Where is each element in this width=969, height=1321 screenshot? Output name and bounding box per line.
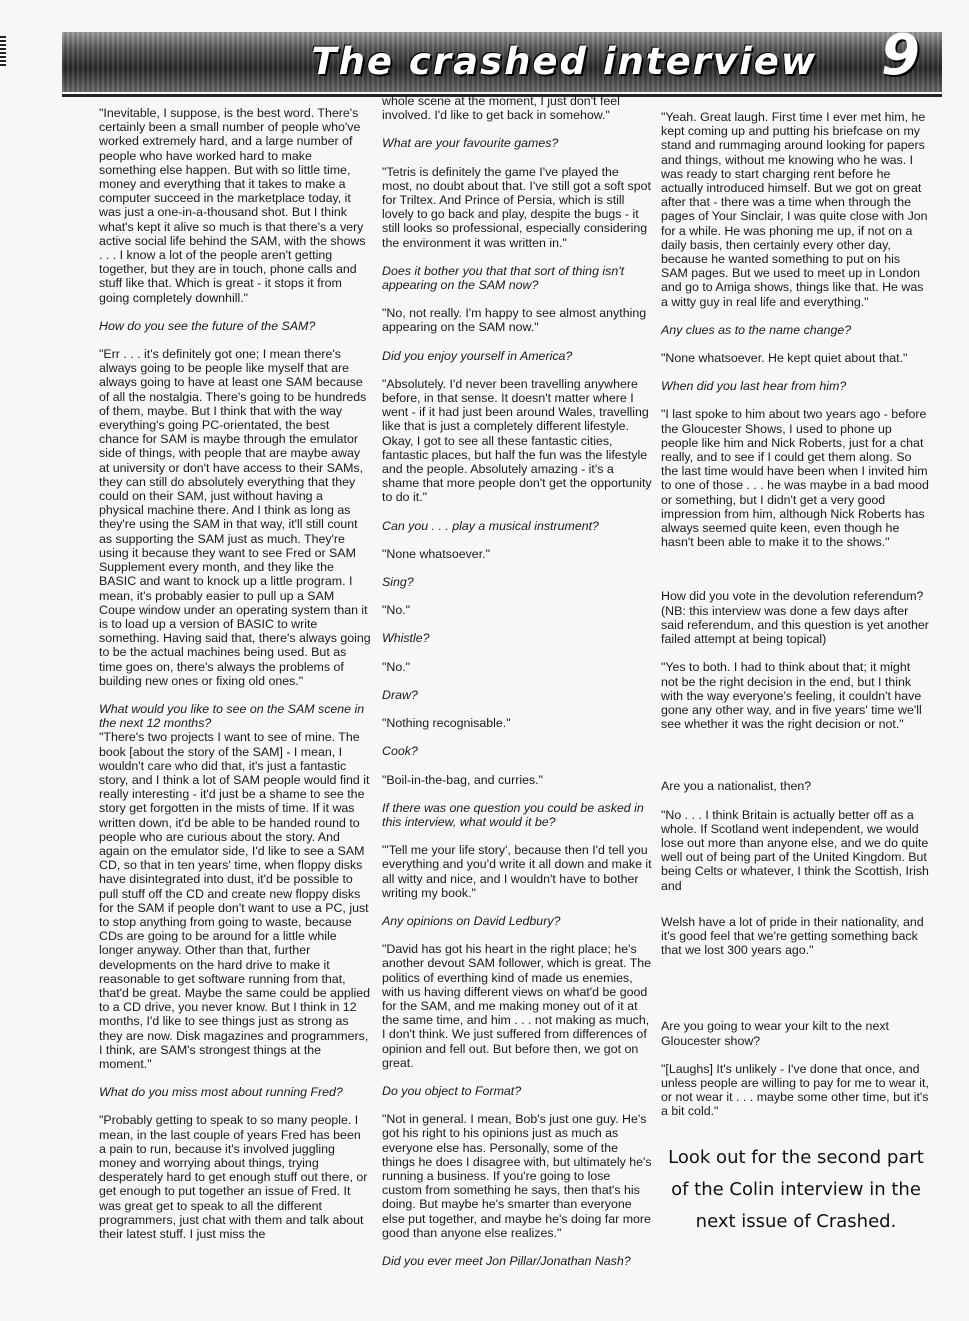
answer-paragraph: "I last spoke to him about two years ago - before the Gloucester Shows, I used to phone up people like him and Nick Roberts, just for a chat really, and to see if I could get them along. So the last time would have been when I invited him to one of those . . . he was maybe in a bad mood or something, but I didn't get a very good impression from him, although Nick Roberts has always seemed quite keen, even though he hasn't been able to make it to the shows." [661,407,929,550]
question-paragraph: How do you see the future of the SAM? [99,318,316,333]
answer-paragraph: "Yeah. Great laugh. First time I ever met him, he kept coming up and putting his briefcase on my stand and rummaging around looking for papers and things, without me knowing who he was. I was ready to start charging rent before he actually introduced himself. But we got on great after that - there was a time when through the pages of Your Sinclair, I was quite close with Jon for a while. He was phoning me up, if not on a daily basis, then certainly every other day, because he wanted something to put on his SAM pages. But we used to meet up in London and go to Amiga shows, things like that. He was a witty guy in real life and everything." [661,110,928,309]
answer-paragraph: "No . . . I think Britain is actually better off as a whole. If Scotland went independent, we would lose out more than anyone else, and we do quite well out of being part of the United Kingdom. But being Celts or whatever, I think the Scottish, Irish and [661,807,929,893]
question-paragraph: What are your favourite games? [382,136,559,151]
answer-paragraph: "Probably getting to speak to so many people. I mean, in the last couple of years Fred has been a pain to run, because it's involved juggling money and worrying about things, trying desperately hard to get enough stuff out there, or get enough to put together an issue of Fred. It was great get to speak to all the different programmers, just chat with them and talk about their latest stuff. I just miss the [99,1113,368,1242]
answer-paragraph: "'Tell me your life story', because then I'd tell you everything and you'd write it all down and make it all witty and nice, and I wouldn't have to bother writing my book." [382,843,652,900]
page-header [62,23,942,92]
answer-paragraph: "Nothing recognisable." [382,716,511,731]
question-paragraph: Are you going to wear your kilt to the next Gloucester show? [661,1019,889,1048]
answer-paragraph: "Err . . . it's definitely got one; I mean there's always going to be people like myself that are always going to have at least one SAM because of all the nostalgia. There's going to be hundreds of them, maybe. But I think that with the way everything's going PC-orientated, the best chance for SAM is maybe through the emulator side of things, with people that are maybe away at university or don't have access to their SAMs, they can still do absolutely everything that they could on their SAM, just without having a physical machine there. And I think as long as they're using the SAM in that way, it'll still count as supporting the SAM just as much. They're using it because they want to see Fred or SAM Supplement every month, and they like the BASIC and want to knock up a little program. I mean, it's probably easier to pull up a SAM Coupe window under an operating system than it is to load up a version of BASIC to write something. Having said that, there's always going to be the actual machines being used. But as time goes on, there's always the problems of building new ones or fixing old ones." [99,347,371,688]
column-2 [382,94,652,1282]
column-1 [99,106,371,1255]
answer-paragraph: "No." [382,603,411,618]
question-paragraph: What do you miss most about running Fred? [99,1085,343,1100]
question-paragraph: Whistle? [382,631,430,646]
section-title: The crashed interview [311,40,817,83]
answer-paragraph: "David has got his heart in the right place; he's another devout SAM follower, which is great. The politics of everthing kind of made us enemies, with us having different views on what'd be good for the SAM, and me making money out of it at the same time, and him . . . not making as much, I don't think. We just suffered from differences of opinion and fell out. But before then, we got on great. [382,942,652,1070]
answer-paragraph: "Not in general. I mean, Bob's just one guy. He's got his right to his opinions just as much as everyone else has. Personally, some of the things he does I disagree with, but ultimately he's running a business. If you're going to lose custom from something he says, then that's his doing. But maybe he's smarter than everyone else put together, and maybe he's doing far more good than anyone else realizes." [382,1112,652,1240]
question-paragraph: Can you . . . play a musical instrument? [382,518,599,533]
closing-note: Look out for the second part of the Colin interview in the next issue of Crashed. [668,1147,924,1232]
answer-paragraph: "[Laughs] It's unlikely - I've done that once, and unless people are willing to pay for me to wear it, or not wear it . . . maybe some other time, but it's a bit cold." [661,1061,929,1119]
page-number: 9 [881,23,920,88]
answer-paragraph: Welsh have a lot of pride in their nationality, and it's good feel that we're getting something back that we lost 300 years ago." [661,914,924,958]
answer-paragraph: "No." [382,659,411,674]
question-paragraph: Any clues as to the name change? [661,322,852,337]
answer-paragraph: "No, not really. I'm happy to see almost anything appearing on the SAM now." [382,306,647,335]
answer-paragraph: whole scene at the moment, I just don't feel involved. I'd like to get back in somehow." [382,94,620,123]
answer-paragraph: "None whatsoever." [382,546,490,561]
question-paragraph: What would you like to see on the SAM scene in the next 12 months? [99,701,365,731]
question-paragraph: Does it bother you that that sort of thing isn't appearing on the SAM now? [382,263,625,293]
question-paragraph: Did you ever meet Jon Pillar/Jonathan Nash? [382,1253,631,1268]
column-3 [661,110,929,1133]
answer-paragraph: "Tetris is definitely the game I've played the most, no doubt about that. I've still got a soft spot for Triltex. And Prince of Persia, which is still lovely to go back and play, despite the bugs - it still looks so professional, especially considering the environment it was written in." [382,164,651,250]
question-paragraph: Do you object to Format? [382,1083,522,1098]
question-paragraph: When did you last hear from him? [661,379,847,394]
question-paragraph: Any opinions on David Ledbury? [382,913,561,928]
question-paragraph: Sing? [382,575,414,590]
answer-paragraph: "None whatsoever. He kept quiet about that." [661,351,908,366]
binding-edge [0,36,6,68]
answer-paragraph: "Absolutely. I'd never been travelling anywhere before, in that sense. It doesn't matter where I went - if it had just been around Wales, travelling like that is just a completely different lifestyle. Okay, I got to see all these fantastic cities, fantastic places, but half the fun was the lifestyle and the people. Absolutely amazing - it's a shame that more people don't get the opportunity to do it." [382,376,652,505]
answer-paragraph: "There's two projects I want to see of mine. The book [about the story of the SAM] - I mean, I wouldn't care who did that, it's just a fantastic story, and I think a lot of SAM people would find it really interesting - it'd just be a shame to see the story get forgotten in the mists of time. If it was written down, it'd be able to be handed round to people who are curious about the story. And again on the emulator side, I'd like to see a SAM CD, so that in ten years' time, when floppy disks have disintegrated into dust, it'd be possible to pull stuff off the CD and create new floppy disks for the SAM if people don't want to use a PC, just to stop anything from going to waste, because CDs are going to be around for a little while longer anyway. Other than that, further developments on the hard drive to make it reasonable to get software running from that, that'd be great. Maybe the same could be applied to a CD drive, you never know. But I think in 12 months, I'd like to see things just as strong as they are now. Disk magazines and programmers, I think, are SAM's strongest things at the moment." [99,730,371,1071]
answer-paragraph: "Inevitable, I suppose, is the best word. There's certainly been a small number of people who've worked extremely hard, and a large number of people who have worked hard to make something else happen. But with so little time, money and everything that it takes to make a computer succeed in the marketplace today, it was just a one-in-a-thousand shot. But I think what's kept it alive so much is that there's a very active social life behind the SAM, with the shows . . . I know a lot of the people aren't getting together, but they are in touch, phone calls and stuff like that. Which is great - it stops it from going completely downhill." [99,106,366,305]
question-paragraph: Cook? [382,744,418,759]
answer-paragraph: "Boil-in-the-bag, and curries." [382,772,543,787]
question-paragraph: If there was one question you could be asked in this interview, what would it be? [382,800,644,829]
answer-paragraph: "Yes to both. I had to think about that; it might not be the right decision in the end, but I think with the way everyone's feeling, it couldn't have gone any other way, and in five years' time we'll see whether it was the right decision or not." [661,660,922,732]
question-paragraph: Are you a nationalist, then? [661,779,812,794]
question-paragraph: Draw? [382,687,418,702]
question-paragraph: Did you enjoy yourself in America? [382,348,573,363]
question-paragraph: How did you vote in the devolution referendum? (NB: this interview was done a few days after said referendum, and this question is yet another failed attempt at being topical) [661,589,929,647]
